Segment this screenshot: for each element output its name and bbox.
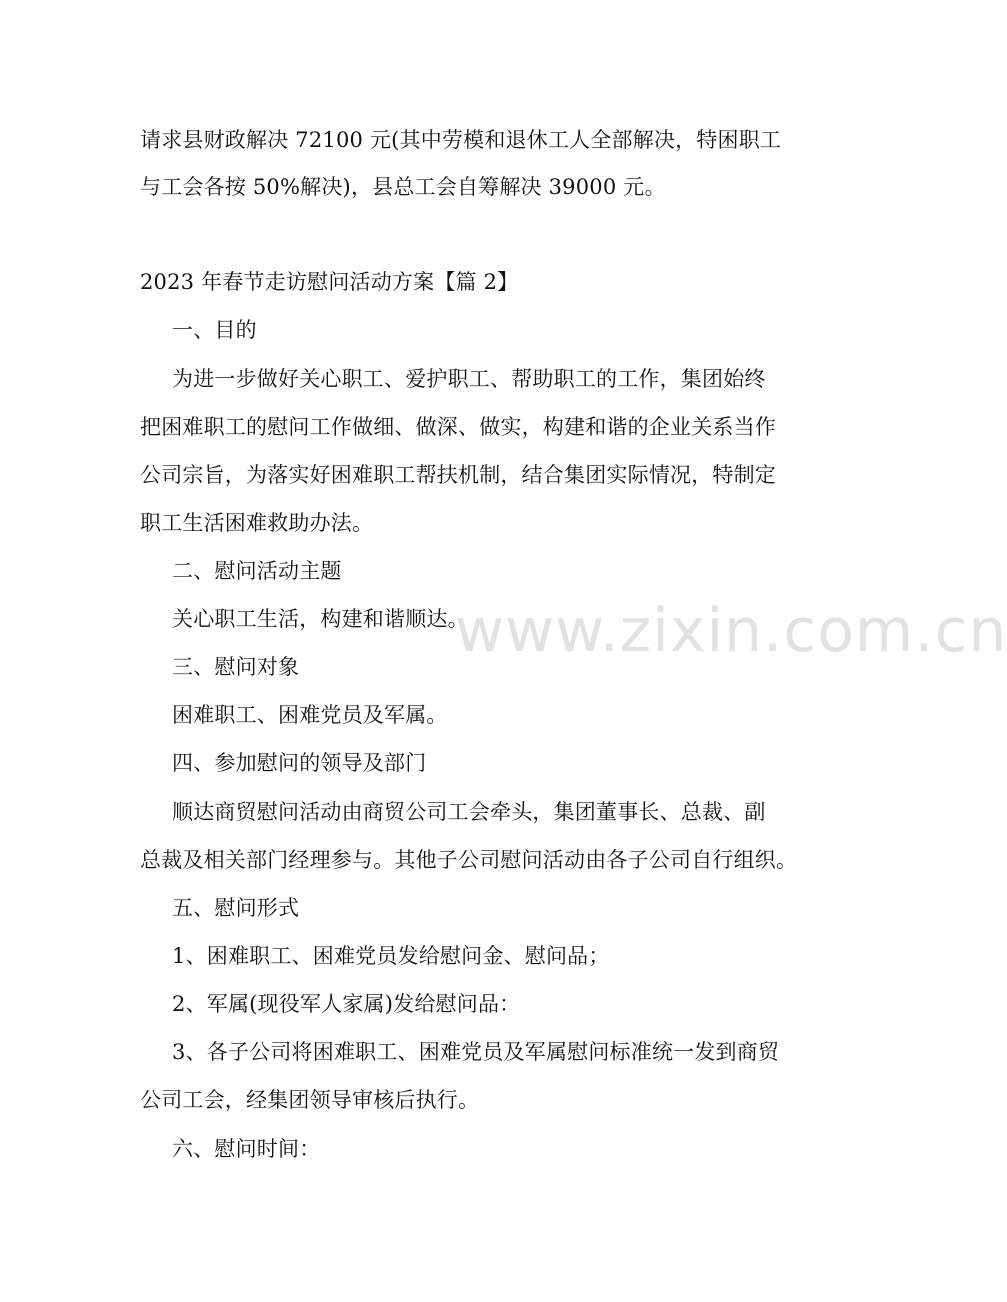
heading-purpose: 一、目的	[172, 318, 257, 342]
paragraph-line: 为进一步做好关心职工、爱护职工、帮助职工的工作，集团始终	[172, 367, 766, 391]
heading-time: 六、慰问时间：	[172, 1137, 321, 1161]
heading-leaders: 四、参加慰问的领导及部门	[172, 751, 427, 775]
paragraph-line: 困难职工、困难党员及军属。	[172, 703, 448, 727]
paragraph-line: 与工会各按 50%解决)，县总工会自筹解决 39000 元。	[140, 175, 666, 199]
paragraph-line: 总裁及相关部门经理参与。其他子公司慰问活动由各子公司自行组织。	[140, 848, 798, 872]
section-title: 2023 年春节走访慰问活动方案【篇 2】	[140, 270, 519, 294]
paragraph-line: 顺达商贸慰问活动由商贸公司工会牵头，集团董事长、总裁、副	[172, 800, 766, 824]
paragraph-line: 公司工会，经集团领导审核后执行。	[140, 1088, 480, 1112]
paragraph-line: 公司宗旨，为落实好困难职工帮扶机制，结合集团实际情况，特制定	[140, 463, 776, 487]
paragraph-line: 关心职工生活，构建和谐顺达。	[172, 607, 469, 631]
paragraph-line: 把困难职工的慰问工作做细、做深、做实，构建和谐的企业关系当作	[140, 415, 776, 439]
paragraph-line: 职工生活困难救助办法。	[140, 511, 374, 535]
heading-theme: 二、慰问活动主题	[172, 559, 342, 583]
list-item: 2、军属(现役军人家属)发给慰问品：	[172, 992, 521, 1016]
paragraph-line: 请求县财政解决 72100 元(其中劳模和退休工人全部解决，特困职工	[140, 128, 782, 152]
watermark: www.zixin.com.cn	[455, 596, 1007, 666]
list-item: 1、困难职工、困难党员发给慰问金、慰问品；	[172, 944, 610, 968]
list-item: 3、各子公司将困难职工、困难党员及军属慰问标准统一发到商贸	[172, 1040, 780, 1064]
heading-targets: 三、慰问对象	[172, 655, 300, 679]
heading-form: 五、慰问形式	[172, 896, 300, 920]
